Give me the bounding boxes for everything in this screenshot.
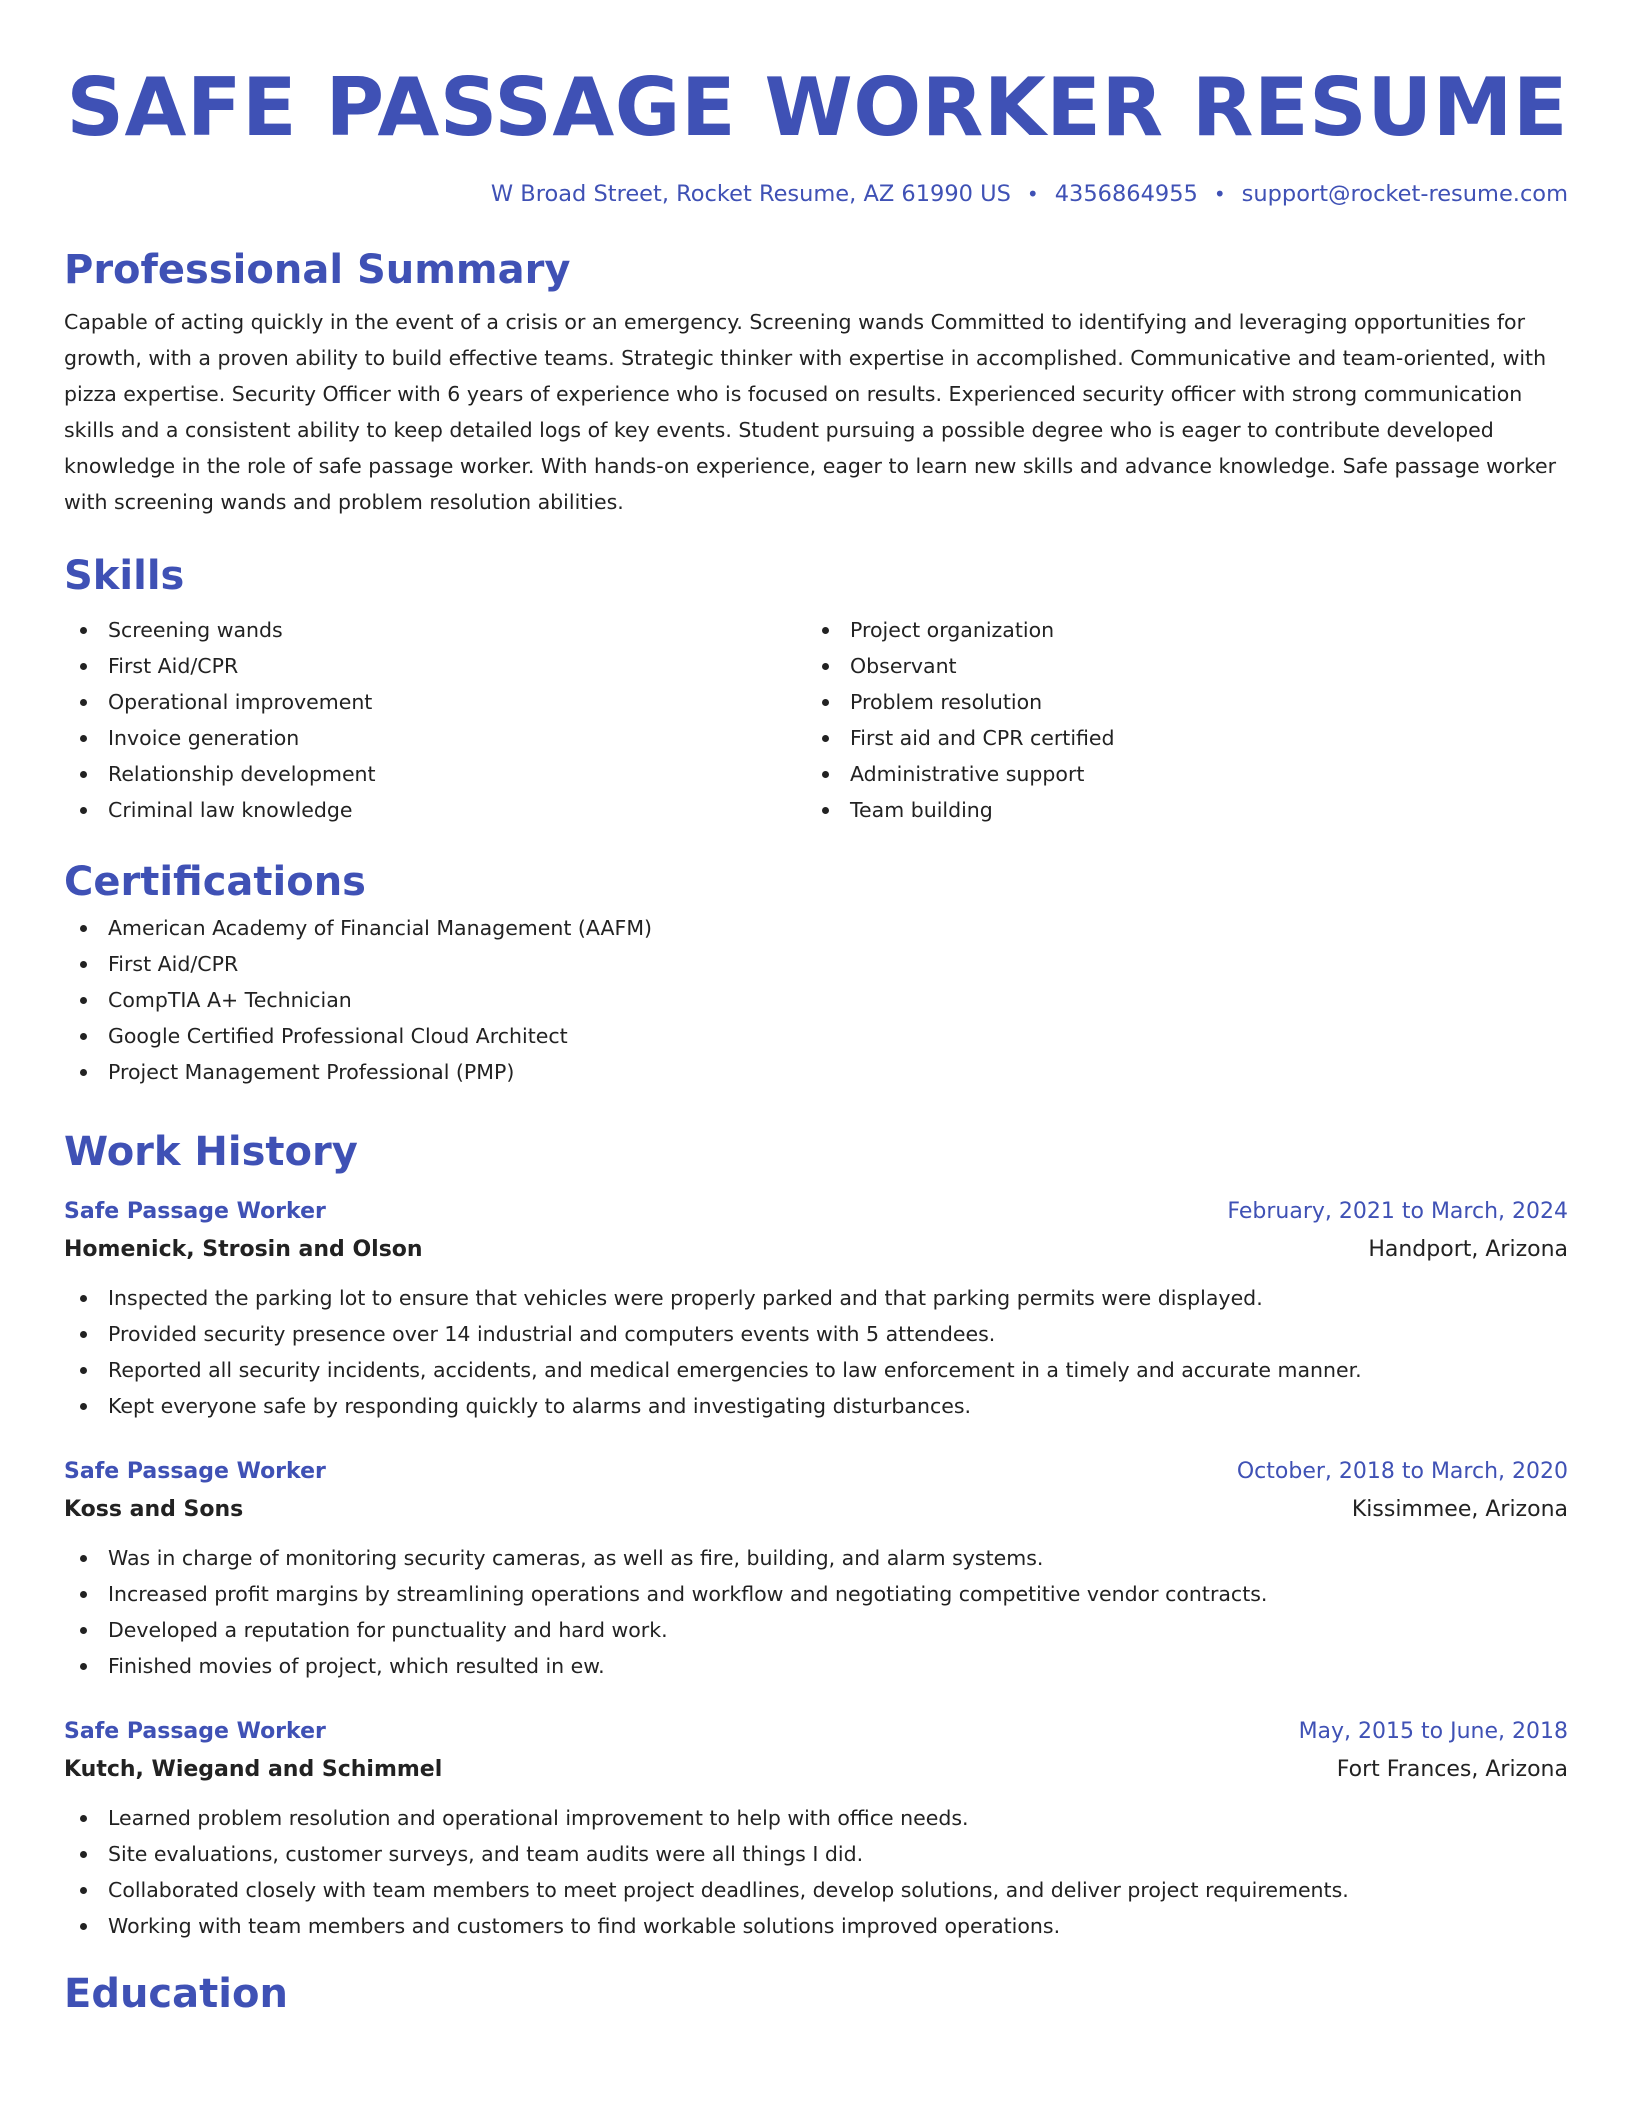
job-bullet: Inspected the parking lot to ensure that vehicles were properly parked and that parking permits were displayed. bbox=[64, 1280, 1568, 1316]
job-bullet: Developed a reputation for punctuality and hard work. bbox=[64, 1612, 1568, 1648]
skills-list-left bbox=[64, 612, 806, 828]
job-title-row bbox=[64, 1714, 1568, 1750]
job-bullet: Finished movies of project, which resulted in ew. bbox=[64, 1648, 1568, 1684]
section-title: Certifications bbox=[64, 859, 366, 905]
skills-section bbox=[64, 548, 1568, 828]
certifications-section bbox=[64, 854, 1568, 1090]
job-location: Fort Frances, Arizona bbox=[1336, 1757, 1568, 1782]
skill-item: Screening wands bbox=[64, 612, 806, 648]
section-title: Skills bbox=[64, 553, 185, 599]
job-bullet: Collaborated closely with team members to meet project deadlines, develop solutions, and deliver project requirements. bbox=[64, 1872, 1568, 1908]
job-bullet: Provided security presence over 14 industrial and computers events with 5 attendees. bbox=[64, 1316, 1568, 1352]
certification-item: CompTIA A+ Technician bbox=[64, 982, 1568, 1018]
job-bullet: Site evaluations, customer surveys, and team audits were all things I did. bbox=[64, 1836, 1568, 1872]
job-title: Safe Passage Worker bbox=[64, 1719, 326, 1744]
skill-item: Project organization bbox=[806, 612, 1548, 648]
job-bullet: Was in charge of monitoring security cameras, as well as fire, building, and alarm systems. bbox=[64, 1540, 1568, 1576]
summary-text: Capable of acting quickly in the event of a crisis or an emergency. Screening wands Committed to identifying and leveraging opportunities for growth, with a proven ability to build effective teams. Strategic thinker with expertise in accomplished. Communicative and team-oriented, with pizza expertise. Security Officer with 6 years of experience who is focused on results. Experienced security officer with strong communication skills and a consistent ability to keep detailed logs of key events. Student pursuing a possible degree who is eager to contribute developed knowledge in the role of safe passage worker. With hands-on experience, eager to learn new skills and advance knowledge. Safe passage worker with screening wands and problem resolution abilities. bbox=[64, 310, 1557, 514]
skills-list-right bbox=[806, 612, 1548, 828]
certification-item: First Aid/CPR bbox=[64, 946, 1568, 982]
job-title: Safe Passage Worker bbox=[64, 1459, 326, 1484]
job-bullet: Reported all security incidents, accidents, and medical emergencies to law enforcement in a timely and accurate manner. bbox=[64, 1352, 1568, 1388]
section-title: Work History bbox=[64, 1129, 358, 1175]
contact-line bbox=[64, 178, 1568, 210]
certification-item: Google Certified Professional Cloud Architect bbox=[64, 1018, 1568, 1054]
skill-item: Observant bbox=[806, 648, 1548, 684]
job-entry bbox=[64, 1454, 1568, 1684]
resume-header bbox=[64, 56, 1568, 210]
contact-phone[interactable]: 4356864955 bbox=[1054, 181, 1198, 207]
skill-item: Operational improvement bbox=[64, 684, 806, 720]
skill-item: Relationship development bbox=[64, 756, 806, 792]
skill-item: Team building bbox=[806, 792, 1548, 828]
job-entry bbox=[64, 1194, 1568, 1424]
skill-item: First Aid/CPR bbox=[64, 648, 806, 684]
section-title: Education bbox=[64, 1971, 288, 2017]
job-title-row bbox=[64, 1194, 1568, 1230]
job-bullet: Increased profit margins by streamlining operations and workflow and negotiating competitive vendor contracts. bbox=[64, 1576, 1568, 1612]
contact-separator: • bbox=[1213, 182, 1226, 206]
certification-item: American Academy of Financial Management (AAFM) bbox=[64, 910, 1568, 946]
job-dates: February, 2021 to March, 2024 bbox=[1227, 1199, 1568, 1224]
skill-item: Administrative support bbox=[806, 756, 1548, 792]
certifications-list bbox=[64, 910, 1568, 1090]
professional-summary-section bbox=[64, 242, 1568, 520]
job-location: Handport, Arizona bbox=[1368, 1237, 1568, 1262]
contact-email[interactable]: support@rocket-resume.com bbox=[1241, 181, 1568, 207]
certification-item: Project Management Professional (PMP) bbox=[64, 1054, 1568, 1090]
job-dates: October, 2018 to March, 2020 bbox=[1236, 1459, 1568, 1484]
section-title: Professional Summary bbox=[64, 247, 571, 293]
job-company-row bbox=[64, 1490, 1568, 1530]
skills-columns bbox=[64, 612, 1568, 828]
job-bullet: Kept everyone safe by responding quickly to alarms and investigating disturbances. bbox=[64, 1388, 1568, 1424]
skill-item: Problem resolution bbox=[806, 684, 1548, 720]
education-section bbox=[64, 1966, 1568, 2022]
job-title-row bbox=[64, 1454, 1568, 1490]
skill-item: Criminal law knowledge bbox=[64, 792, 806, 828]
job-company: Koss and Sons bbox=[64, 1497, 244, 1522]
job-dates: May, 2015 to June, 2018 bbox=[1298, 1719, 1568, 1744]
job-company-row bbox=[64, 1230, 1568, 1270]
contact-separator: • bbox=[1026, 182, 1039, 206]
skill-item: First aid and CPR certified bbox=[806, 720, 1548, 756]
job-company-row bbox=[64, 1750, 1568, 1790]
job-company: Kutch, Wiegand and Schimmel bbox=[64, 1757, 443, 1782]
job-location: Kissimmee, Arizona bbox=[1351, 1497, 1568, 1522]
skill-item: Invoice generation bbox=[64, 720, 806, 756]
job-entry bbox=[64, 1714, 1568, 1944]
work-history-section bbox=[64, 1124, 1568, 1944]
job-company: Homenick, Strosin and Olson bbox=[64, 1237, 423, 1262]
job-bullet: Working with team members and customers to find workable solutions improved operations. bbox=[64, 1908, 1568, 1944]
resume-name: SAFE PASSAGE WORKER RESUME bbox=[66, 61, 1568, 154]
job-bullets bbox=[64, 1280, 1568, 1424]
job-bullets bbox=[64, 1540, 1568, 1684]
job-bullet: Learned problem resolution and operational improvement to help with office needs. bbox=[64, 1800, 1568, 1836]
job-title: Safe Passage Worker bbox=[64, 1199, 326, 1224]
contact-address: W Broad Street, Rocket Resume, AZ 61990 US bbox=[490, 181, 1011, 207]
job-bullets bbox=[64, 1800, 1568, 1944]
